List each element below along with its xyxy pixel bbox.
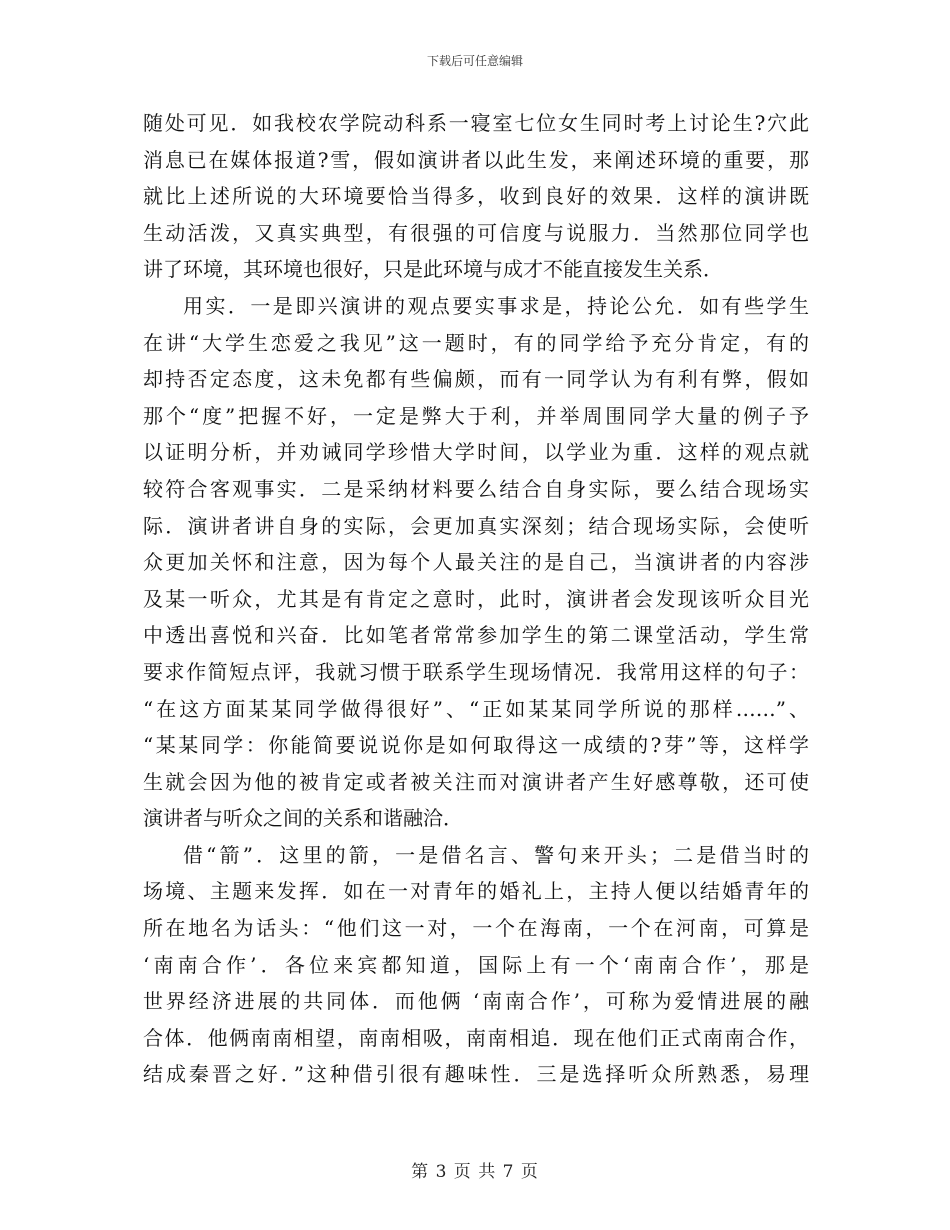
paragraph — [143, 105, 809, 288]
text-line: 场境、主题来发挥．如在一对青年的婚礼上，主持人便以结婚青年的 — [143, 879, 809, 904]
text-line: 世界经济进展的共同体．而他俩 ‘南南合作’，可称为爱情进展的融 — [143, 989, 809, 1014]
text-line: “某某同学：你能简要说说你是如何取得这一成绩的?芽”等，这样学 — [143, 733, 809, 758]
text-line: 所在地名为话头：“他们这一对，一个在海南，一个在河南，可算是 — [143, 916, 809, 941]
page-header: 下载后可任意编辑 — [426, 54, 523, 68]
text-line: 用实．一是即兴演讲的观点要实事求是，持论公允．如有些学生 — [183, 293, 809, 318]
text-line: “在这方面某某同学做得很好”、“正如某某同学所说的那样……”、 — [143, 696, 809, 721]
text-line: 讲了环境，其环境也很好，只是此环境与成才不能直接发生关系． — [143, 257, 723, 282]
text-line: 及某一听众，尤其是有肯定之意时，此时，演讲者会发现该听众目光 — [143, 586, 809, 611]
paragraph — [143, 288, 809, 837]
text-line: 际．演讲者讲自身的实际，会更加真实深刻；结合现场实际，会使听 — [143, 513, 809, 538]
text-line: 随处可见．如我校农学院动科系一寝室七位女生同时考上讨论生?穴此 — [143, 111, 809, 135]
document-body — [143, 105, 809, 1093]
text-line: 生就会因为他的被肯定或者被关注而对演讲者产生好感尊敬，还可使 — [143, 769, 809, 794]
text-line: 要求作简短点评，我就习惯于联系学生现场情况．我常用这样的句子： — [143, 659, 809, 684]
text-line: 较符合客观事实．二是采纳材料要么结合自身实际，要么结合现场实 — [143, 476, 809, 501]
paragraph — [143, 837, 809, 1093]
text-line: 生动活泼，又真实典型，有很强的可信度与说服力．当然那位同学也 — [143, 220, 809, 245]
text-line: 以证明分析，并劝诫同学珍惜大学时间，以学业为重．这样的观点就 — [143, 440, 809, 465]
text-line: 那个“度”把握不好，一定是弊大于利，并举周围同学大量的例子予 — [143, 403, 809, 428]
text-line: 在讲“大学生恋爱之我见”这一题时，有的同学给予充分肯定，有的 — [143, 330, 809, 355]
text-line: 借“箭”．这里的箭，一是借名言、警句来开头；二是借当时的 — [183, 842, 809, 867]
text-line: ‘南南合作’．各位来宾都知道，国际上有一个‘南南合作’，那是 — [143, 952, 809, 977]
text-line: 消息已在媒体报道?雪，假如演讲者以此生发，来阐述环境的重要，那 — [143, 147, 809, 172]
text-line: 中透出喜悦和兴奋．比如笔者常常参加学生的第二课堂活动，学生常 — [143, 623, 809, 648]
text-line: 却持否定态度，这未免都有些偏颇，而有一同学认为有利有弊，假如 — [143, 367, 809, 392]
text-line: 合体．他俩南南相望，南南相吸，南南相追．现在他们正式南南合作， — [143, 1025, 809, 1050]
text-line: 结成秦晋之好．”这种借引很有趣味性．三是选择听众所熟悉，易理 — [143, 1062, 809, 1087]
text-line: 就比上述所说的大环境要恰当得多，收到良好的效果．这样的演讲既 — [143, 184, 809, 209]
text-line: 众更加关怀和注意，因为每个人最关注的是自己，当演讲者的内容涉 — [143, 550, 809, 575]
page-footer: 第 3 页 共 7 页 — [411, 1162, 539, 1182]
text-line: 演讲者与听众之间的关系和谐融洽． — [143, 806, 463, 831]
